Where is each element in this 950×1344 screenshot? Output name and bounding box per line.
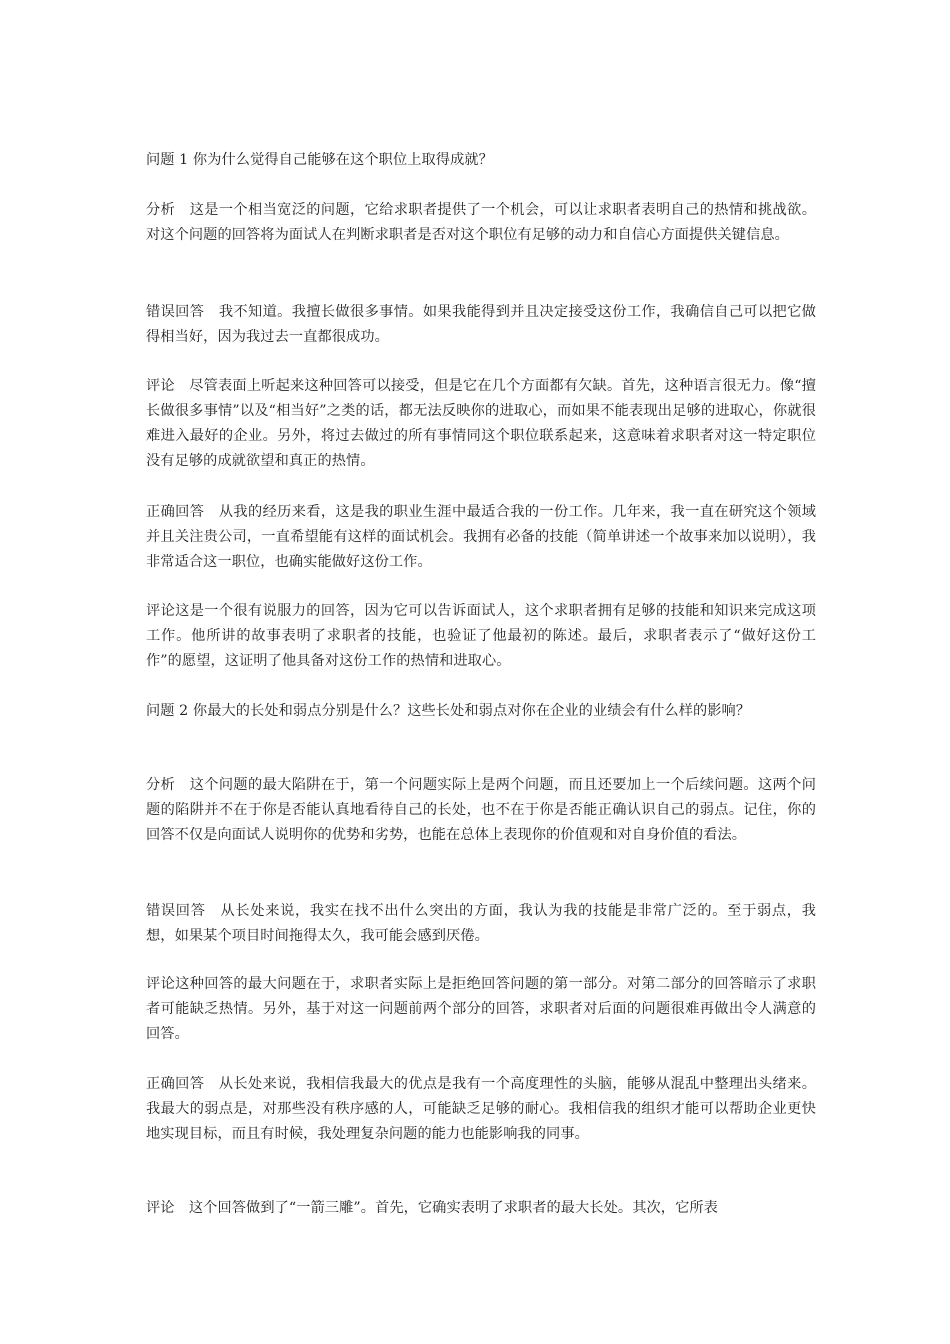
paragraph-text: 我不知道。我擅长做很多事情。如果我能得到并且决定接受这份工作，我确信自己可以把它做得相当好，因为我过去一直都很成功。 (146, 304, 816, 345)
paragraph-label: 正确回答 (146, 504, 219, 520)
paragraph-text: 从长处来说，我相信我最大的优点是我有一个高度理性的头脑，能够从混乱中整理出头绪来。我最大的弱点是，对那些没有秩序感的人，可能缺乏足够的耐心。我相信我的组织才能可以帮助企业更快地实现目标，而且有时候，我处理复杂问题的能力也能影响我的同事。 (146, 1076, 816, 1142)
correct-answer-paragraph-2 (146, 1072, 816, 1147)
wrong-answer-paragraph-2 (146, 899, 816, 949)
paragraph-label: 评论 (146, 378, 190, 394)
comment-paragraph-1 (146, 374, 816, 474)
paragraph-text: 评论这是一个很有说服力的回答，因为它可以告诉面试人，这个求职者拥有足够的技能和知识来完成这项工作。他所讲的故事表明了求职者的技能，也验证了他最初的陈述。最后，求职者表示了“做好这份工作”的愿望，这证明了他具备对这份工作的热情和进取心。 (146, 603, 816, 669)
comment-paragraph-2 (146, 599, 816, 674)
paragraph-text: 这是一个相当宽泛的问题，它给求职者提供了一个机会，可以让求职者表明自己的热情和挑战欲。对这个问题的回答将为面试人在判断求职者是否对这个职位有足够的动力和自信心方面提供关键信息。 (146, 202, 816, 243)
paragraph-text: 从我的经历来看，这是我的职业生涯中最适合我的一份工作。几年来，我一直在研究这个领域并且关注贵公司，一直希望能有这样的面试机会。我拥有必备的技能（简单讲述一个故事来加以说明），我非常适合这一职位，也确实能做好这份工作。 (146, 504, 816, 570)
question-1-heading (146, 148, 816, 173)
comment-paragraph-4 (146, 1196, 816, 1221)
comment-paragraph-3 (146, 972, 816, 1047)
paragraph-label: 错误回答 (146, 304, 219, 320)
analysis-paragraph-1 (146, 198, 816, 248)
paragraph-text: 问题 1 你为什么觉得自己能够在这个职位上取得成就？ (146, 152, 493, 168)
paragraph-label: 分析 (146, 202, 190, 218)
paragraph-text: 从长处来说，我实在找不出什么突出的方面，我认为我的技能是非常广泛的。至于弱点，我想，如果某个项目时间拖得太久，我可能会感到厌倦。 (146, 903, 816, 944)
paragraph-label: 分析 (146, 777, 190, 793)
paragraph-text: 评论这种回答的最大问题在于，求职者实际上是拒绝回答问题的第一部分。对第二部分的回答暗示了求职者可能缺乏热情。另外，基于对这一问题前两个部分的回答，求职者对后面的问题很难再做出令人满意的回答。 (146, 976, 816, 1042)
paragraph-label: 错误回答 (146, 903, 221, 919)
paragraph-label: 正确回答 (146, 1076, 219, 1092)
correct-answer-paragraph-1 (146, 500, 816, 575)
paragraph-text: 这个回答做到了“一箭三雕”。首先，它确实表明了求职者的最大长处。其次，它所表 (188, 1200, 718, 1216)
paragraph-label: 评论 (146, 1200, 189, 1216)
paragraph-text: 这个问题的最大陷阱在于，第一个问题实际上是两个问题，而且还要加上一个后续问题。这两个问题的陷阱并不在于你是否能认真地看待自己的长处，也不在于你是否能正确认识自己的弱点。记住，你的回答不仅是向面试人说明你的优势和劣势，也能在总体上表现你的价值观和对自身价值的看法。 (146, 777, 816, 843)
paragraph-text: 尽管表面上听起来这种回答可以接受，但是它在几个方面都有欠缺。首先，这种语言很无力。像“擅长做很多事情”以及“相当好”之类的话，都无法反映你的进取心，而如果不能表现出足够的进取心，你就很难进入最好的企业。另外，将过去做过的所有事情同这个职位联系起来，这意味着求职者对这一特定职位没有足够的成就欲望和真正的热情。 (146, 378, 816, 469)
analysis-paragraph-2 (146, 773, 816, 848)
document-page (146, 0, 816, 1344)
question-2-heading (146, 699, 816, 724)
wrong-answer-paragraph-1 (146, 300, 816, 350)
paragraph-text: 问题 2 你最大的长处和弱点分别是什么？这些长处和弱点对你在企业的业绩会有什么样的影响？ (146, 703, 751, 719)
